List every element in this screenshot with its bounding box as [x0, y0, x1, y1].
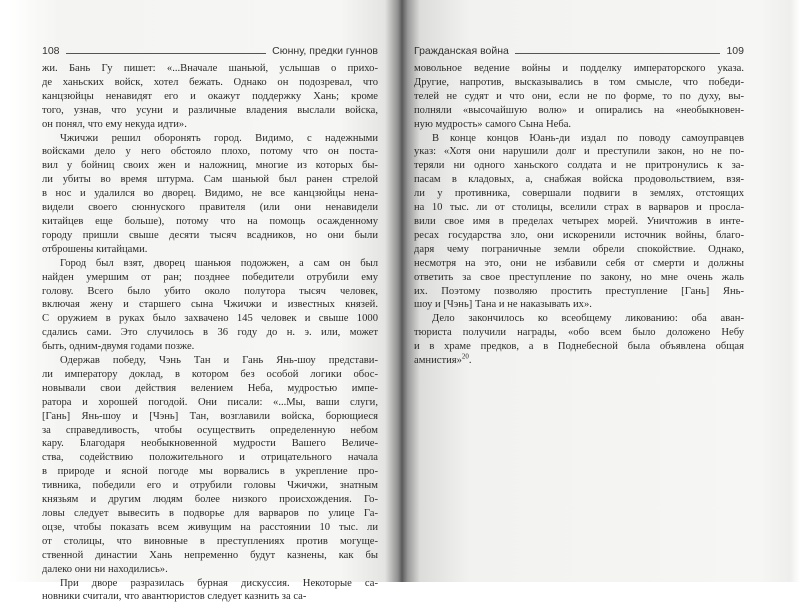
- text-line: даря чему пограничные земли обрели спокойствие. Однако,: [414, 243, 744, 255]
- right-page: [414, 0, 744, 582]
- text-line: ресах государства зло, они искоренили источник войны, благо-: [414, 229, 744, 241]
- left-page-number: 108: [42, 45, 60, 57]
- left-running-title: Сюнну, предки гуннов: [272, 45, 378, 57]
- text-line: городу пришли свыше десяти тысяч всадников, но они были: [42, 229, 378, 241]
- text-line: китайцев еще больше), потому что на помощь осажденному: [42, 215, 378, 227]
- text-line: указ: «Хотя они нарушили долг и преступили закон, но не по-: [414, 146, 744, 158]
- text-line: он понял, что ему некуда идти».: [42, 118, 187, 130]
- text-line: вил у бойниц своих жен и наложниц, многие из которых бы-: [42, 160, 378, 172]
- paragraph: [414, 312, 744, 368]
- text-line: шоу и [Чэнь] Тана и не наказывать их».: [414, 299, 592, 311]
- text-line: тюриста получили награды, «обо всем было доложено Небу: [414, 327, 744, 339]
- text-line: ратора и хорошей погодой. Они писали: «...Мы, ваши слуги,: [42, 396, 378, 408]
- text-line: телей не судят и что они, если не по форме, то по духу, вы-: [414, 90, 744, 102]
- text-line: новывали свои действия велением Неба, мудростью импе-: [42, 382, 378, 394]
- text-line: от столицы, что виновные в преступлениях против могуще-: [42, 535, 378, 547]
- paragraph: [414, 132, 744, 313]
- paragraph: [42, 132, 378, 257]
- right-running-title: Гражданская война: [414, 45, 509, 57]
- text-line: ли у противника, совершали подвиги в землях, отстоящих: [414, 188, 744, 200]
- text-line: При дворе разразилась бурная дискуссия. Некоторые са-: [60, 577, 378, 589]
- paragraph: [42, 354, 378, 577]
- text-line: Город был взят, дворец шаньюя подожжен, а сам он был: [60, 257, 378, 269]
- text-line: войсками дело у него обстояло плохо, потому что он поста-: [42, 146, 378, 158]
- footnote-ref: 20: [461, 352, 469, 361]
- text-line: отброшены китайцами.: [42, 243, 148, 255]
- paragraph: [42, 577, 378, 604]
- text-line: в нос и удалился во дворец. Видимо, не все канцзюйцы нена-: [42, 188, 378, 200]
- text-line: тивника, победили его и отрубили головы Чжичжи, знатным: [42, 480, 378, 492]
- text-line: включая жену и старшего сына Чжичжи и известных князей.: [42, 299, 378, 311]
- left-page: [42, 0, 378, 603]
- left-body-text: [42, 62, 378, 604]
- text-line: теряли ни одного ханьского солдата и не притронулись к за-: [414, 160, 744, 172]
- text-line: Одержав победу, Чэнь Тан и Гань Янь-шоу представи-: [60, 355, 378, 367]
- text-line: канцзюйцы ненавидят его и окажут поддержку Хань; кроме: [42, 90, 378, 102]
- text-line: голову. Всего было убито около полутора тысяч человек,: [42, 285, 378, 297]
- text-line: [Гань] Янь-шоу и [Чэнь] Тан, возглавили войска, борющиеся: [42, 410, 378, 422]
- header-rule: [66, 53, 267, 54]
- text-line: их. Поэтому позволяю простить преступление [Гань] Янь-: [414, 285, 744, 297]
- text-line: де ханьских войск, хотел бежать. Однако он подозревал, что: [42, 76, 378, 88]
- text-line: того, узнав, что усуни и различные владения выслали войска,: [42, 104, 378, 116]
- text-line: несмотря на это, они не избавили себя от смерти и должны: [414, 257, 744, 269]
- right-page-number: 109: [726, 45, 744, 57]
- text-line: ли императору доклад, в котором без особой логики обос-: [42, 368, 378, 380]
- header-rule: [515, 53, 721, 54]
- text-line: ли убиты во время штурма. Сам шаньюй был ранен стрелой: [42, 174, 378, 186]
- left-running-head: [42, 43, 378, 57]
- text-line: далеко они ни находились».: [42, 563, 168, 575]
- text-line: полняли «высочайшую волю» и опирались на «необыкновен-: [414, 104, 744, 116]
- text-line: Чжичжи решил оборонять город. Видимо, с надежными: [60, 132, 378, 144]
- text-line: Дело закончилось ко всеобщему ликованию: оба аван-: [432, 313, 744, 325]
- right-body-text: [414, 62, 744, 368]
- text-line: кару. Благодаря необыкновенной мудрости Вашего Величе-: [42, 438, 378, 450]
- text-line: вили свое имя в пределах четырех морей. Уничтожив в инте-: [414, 215, 744, 227]
- text-line: Другие, напротив, высказывались в том смысле, что победи-: [414, 76, 744, 88]
- text-line: найден умершим от ран; позднее победители отрубили ему: [42, 271, 378, 283]
- text-line: ответить за свое преступление по закону, но мне очень жаль: [414, 271, 744, 283]
- text-line: ную мудрость» самого Сына Неба.: [414, 118, 572, 130]
- text-line: новники считали, что авантюристов следует казнить за са-: [42, 591, 307, 603]
- text-line: жи. Бань Гу пишет: «...Вначале шаньюй, услышав о прихо-: [42, 63, 378, 74]
- text-line: в природе и ясной погоде мы ворвались в укрепление про-: [42, 466, 378, 478]
- paragraph: [42, 62, 378, 132]
- text-line: амнистия»$^{20}$.: [414, 352, 472, 367]
- text-line: оцзе, чтобы показать всем живущим на расстоянии 10 тыс. ли: [42, 521, 378, 533]
- text-line: князьям и другим людям более низкого происхождения. Го-: [42, 494, 378, 506]
- text-line: ственной династии Хань непременно будут казнены, как бы: [42, 549, 378, 561]
- text-line: на 10 тыс. ли от столицы, вселили страх в варваров и просла-: [414, 202, 744, 214]
- text-line: В конце концов Юань-ди издал по поводу самоуправцев: [432, 132, 744, 144]
- text-line: мовольное ведение войны и подделку императорского указа.: [414, 63, 744, 74]
- text-line: ловы следует вывесить в подворье для варваров по улице Га-: [42, 508, 378, 519]
- text-line: сдались сами. Это случилось в 36 году до н. э. или, может: [42, 327, 378, 339]
- text-line: и в храме предков, а в Поднебесной была объявлена общая: [414, 341, 744, 353]
- text-line: за справедливость, чтобы осуществить определенную небом: [42, 424, 378, 436]
- text-line: видели своего сюннуского правителя (или они ненавидели: [42, 202, 378, 214]
- text-line: пасам в кладовых, а, снабжая войска продовольствием, взя-: [414, 174, 744, 186]
- text-line: С оружием в руках было захвачено 145 человек и свыше 1000: [42, 313, 378, 325]
- paragraph: [414, 62, 744, 132]
- paragraph: [42, 257, 378, 354]
- right-running-head: [414, 43, 744, 57]
- text-line: быть, одним-двумя годами позже.: [42, 341, 195, 353]
- text-line: ства, содействию положительного и отрицательного начала: [42, 452, 378, 464]
